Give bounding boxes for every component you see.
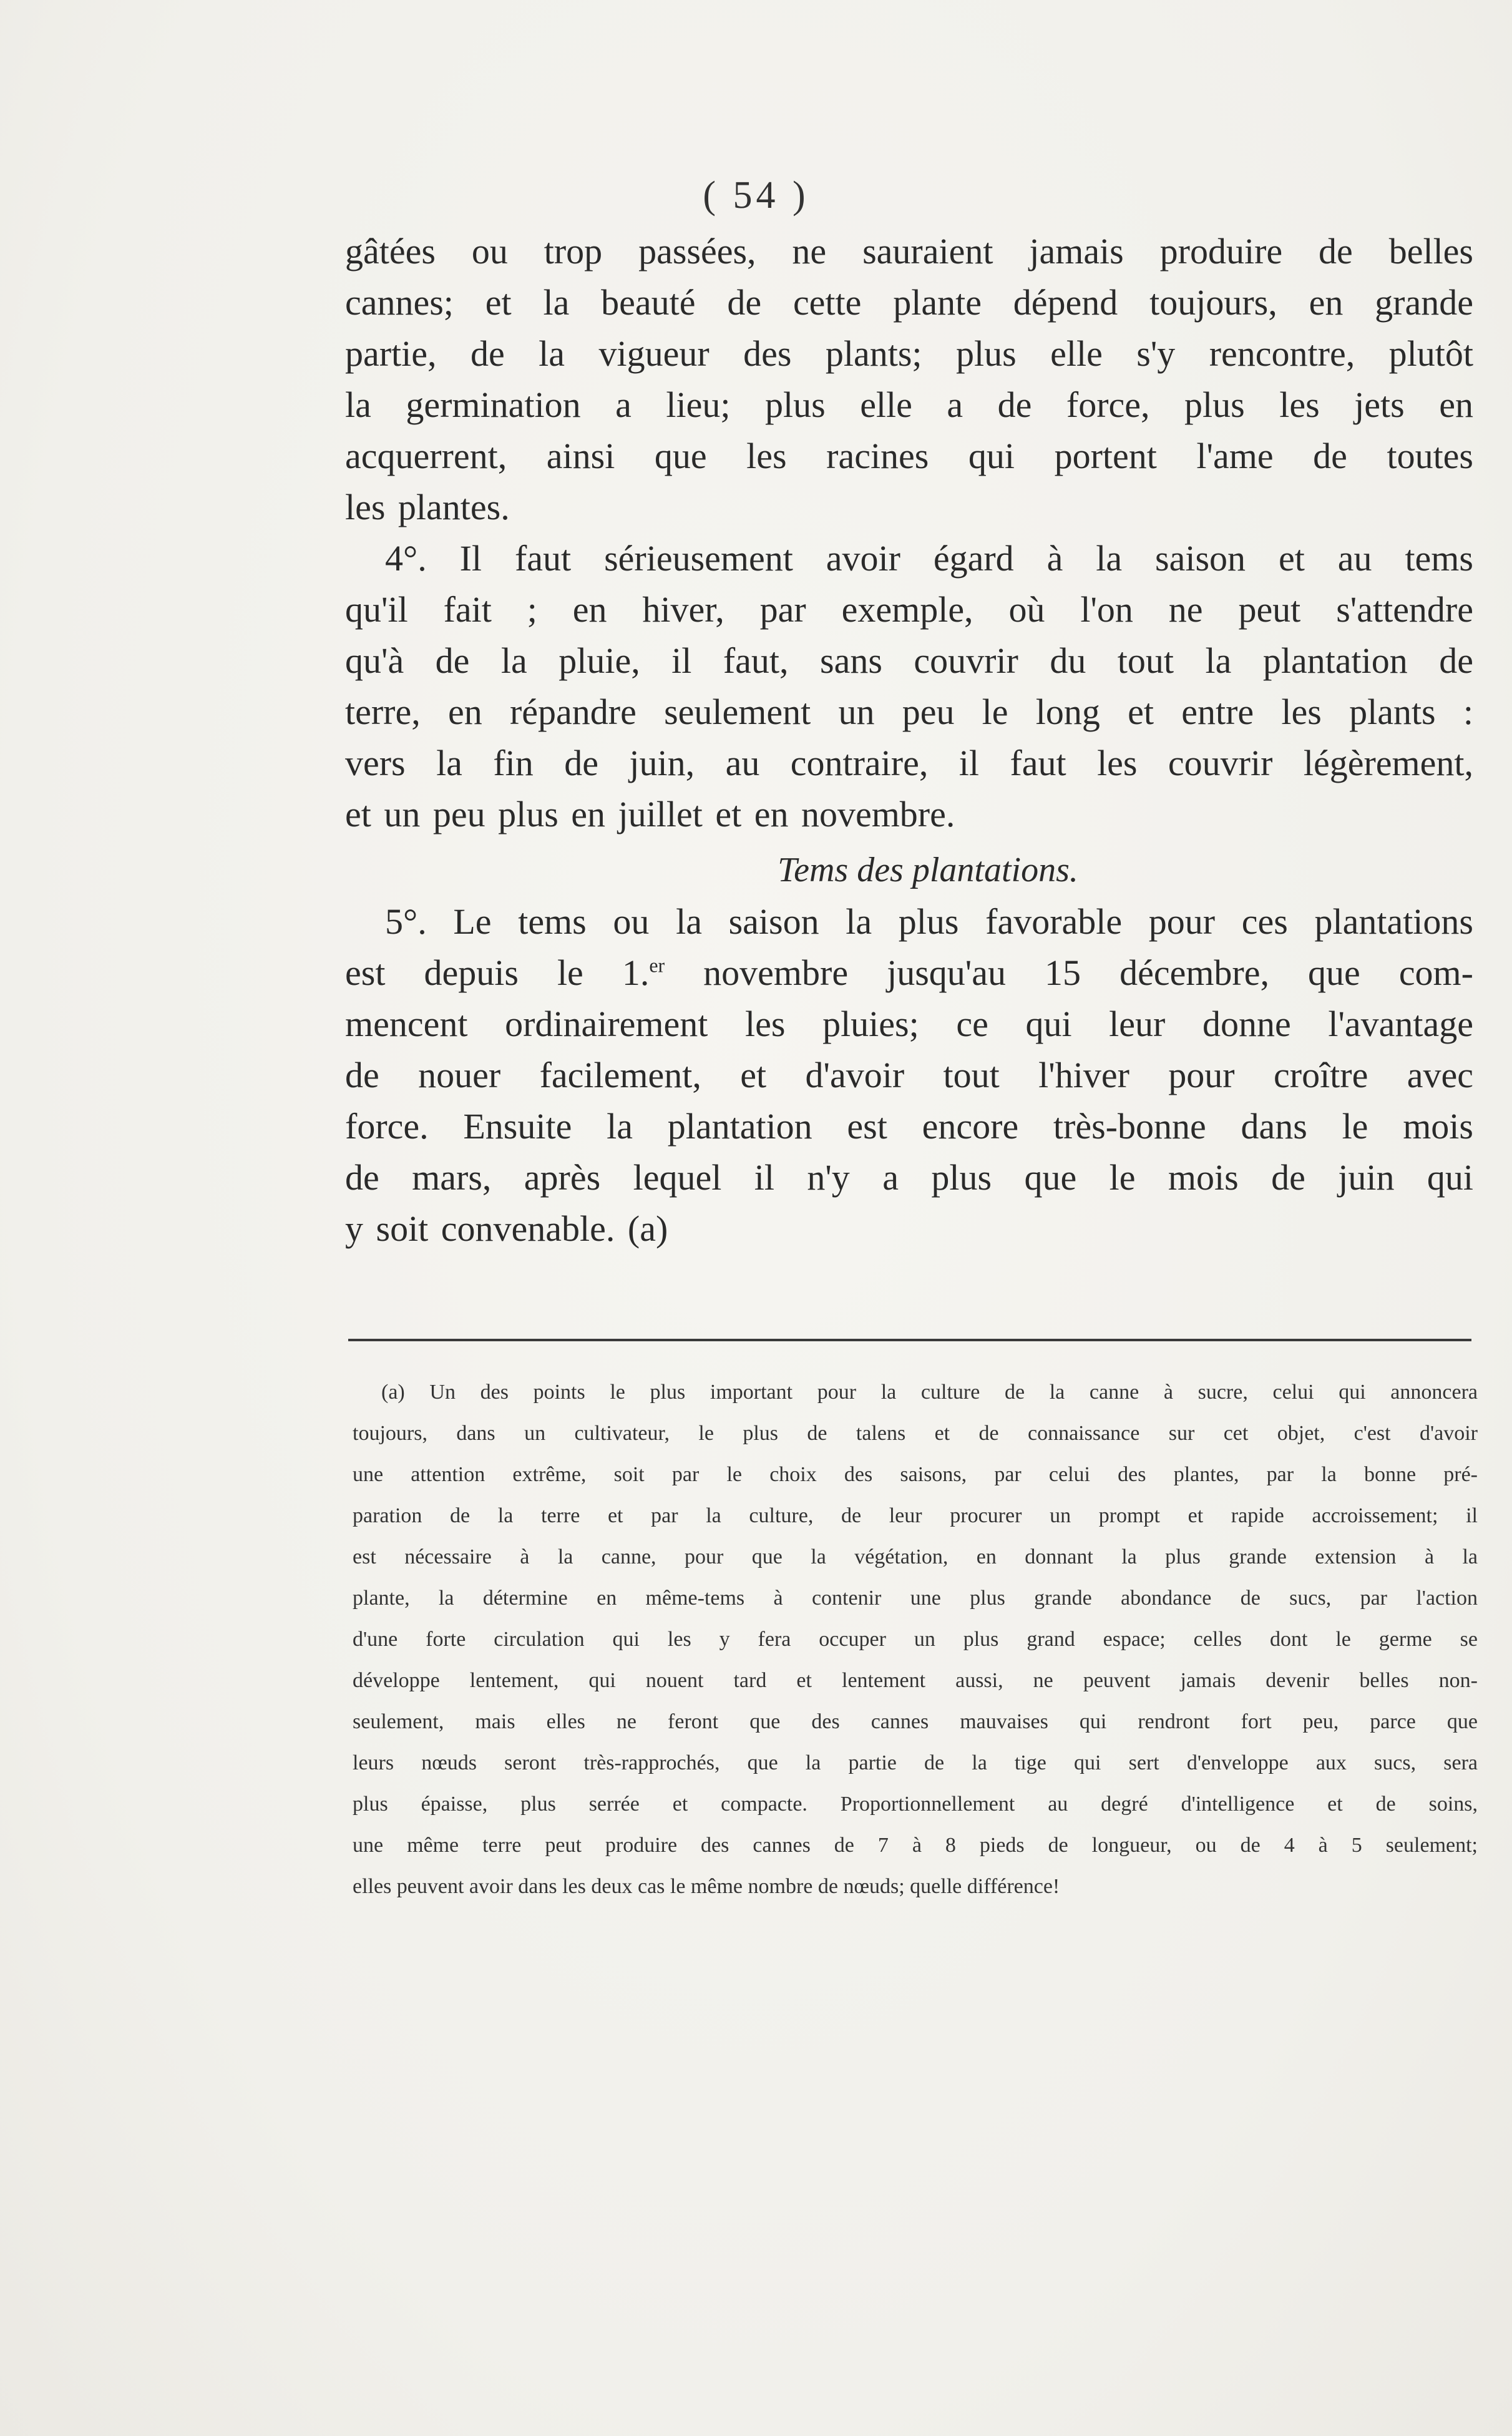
section-heading: Tems des plantations.: [778, 851, 1078, 889]
text-line: 4°. Il faut sérieusement avoir égard à la saison et au tems: [385, 538, 1473, 579]
text-line: terre, en répandre seulement un peu le long et entre les plants :: [345, 692, 1473, 732]
footnote-line: développe lentement, qui nouent tard et lentement aussi, ne peuvent jamais devenir belles non-: [353, 1669, 1478, 1692]
footnote-line: une même terre peut produire des cannes de 7 à 8 pieds de longueur, ou de 4 à 5 seulement;: [353, 1834, 1478, 1857]
text-fragment: est depuis le 1.: [345, 952, 650, 993]
text-line: vers la fin de juin, au contraire, il faut les couvrir légèrement,: [345, 743, 1473, 783]
text-line: [345, 947, 1473, 999]
footnote-line: d'une forte circulation qui les y fera occuper un plus grand espace; celles dont le germe se: [353, 1628, 1478, 1651]
footnote: [353, 1372, 1478, 1907]
text-line: gâtées ou trop passées, ne sauraient jamais produire de belles: [345, 231, 1473, 271]
footnote-line: plante, la détermine en même-tems à contenir une plus grande abondance de sucs, par l'action: [353, 1587, 1478, 1610]
footnote-line: elles peuvent avoir dans les deux cas le même nombre de nœuds; quelle différence!: [353, 1875, 1060, 1898]
footnote-line: (a) Un des points le plus important pour la culture de la canne à sucre, celui qui annoncera: [381, 1381, 1478, 1404]
footnote-divider: [348, 1339, 1471, 1341]
main-text: [345, 226, 1473, 1255]
footnote-line: leurs nœuds seront très-rapprochés, que la partie de la tige qui sert d'enveloppe aux sucs, sera: [353, 1751, 1478, 1774]
footnote-line: une attention extrême, soit par le choix des saisons, par celui des plantes, par la bonne pré-: [353, 1463, 1478, 1486]
text-line: de mars, après lequel il n'y a plus que le mois de juin qui: [345, 1157, 1473, 1198]
page-number: ( 54 ): [703, 174, 809, 217]
text-line: et un peu plus en juillet et en novembre.: [345, 794, 955, 834]
text-line: qu'il fait ; en hiver, par exemple, où l'on ne peut s'attendre: [345, 589, 1473, 630]
footnote-line: toujours, dans un cultivateur, le plus de talens et de connaissance sur cet objet, c'est d'avoir: [353, 1422, 1478, 1445]
text-fragment: novembre jusqu'au 15 décembre, que com-: [665, 952, 1473, 993]
footnote-line: seulement, mais elles ne feront que des cannes mauvaises qui rendront fort peu, parce que: [353, 1710, 1478, 1733]
text-line: les plantes.: [345, 487, 510, 527]
text-line: qu'à de la pluie, il faut, sans couvrir du tout la plantation de: [345, 640, 1473, 681]
text-line: 5°. Le tems ou la saison la plus favorable pour ces plantations: [385, 901, 1473, 942]
text-line: acquerrent, ainsi que les racines qui portent l'ame de toutes: [345, 436, 1473, 476]
text-line: y soit convenable. (a): [345, 1208, 668, 1249]
text-line: mencent ordinairement les pluies; ce qui leur donne l'avantage: [345, 1004, 1473, 1044]
text-line: de nouer facilement, et d'avoir tout l'hiver pour croître avec: [345, 1055, 1473, 1095]
footnote-line: plus épaisse, plus serrée et compacte. Proportionnellement au degré d'intelligence et de soins,: [353, 1793, 1478, 1816]
text-line: la germination a lieu; plus elle a de force, plus les jets en: [345, 384, 1473, 425]
text-line: force. Ensuite la plantation est encore très-bonne dans le mois: [345, 1106, 1473, 1147]
text-line: partie, de la vigueur des plants; plus elle s'y rencontre, plutôt: [345, 333, 1473, 374]
text-line: cannes; et la beauté de cette plante dépend toujours, en grande: [345, 282, 1473, 323]
footnote-line: est nécessaire à la canne, pour que la végétation, en donnant la plus grande extension à la: [353, 1545, 1478, 1568]
superscript: er: [649, 954, 665, 977]
footnote-line: paration de la terre et par la culture, de leur procurer un prompt et rapide accroissement; il: [353, 1504, 1478, 1527]
